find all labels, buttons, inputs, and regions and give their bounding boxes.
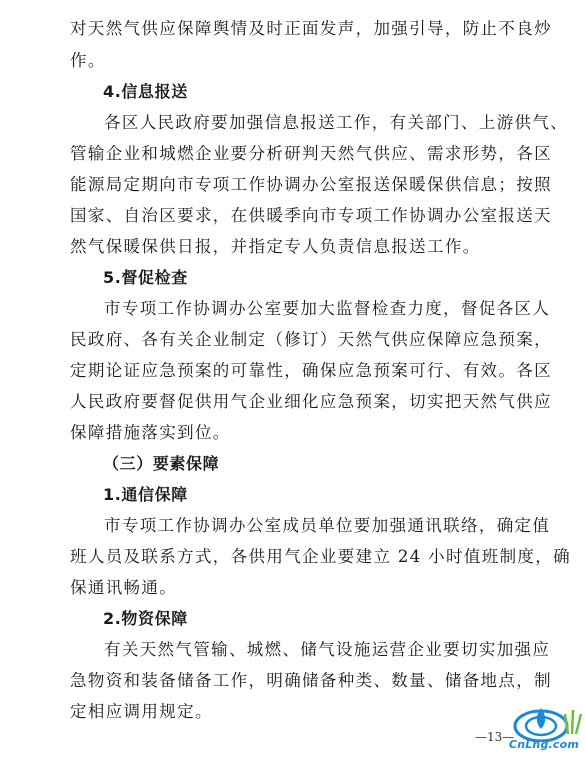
section-heading: 5.督促检查 <box>103 268 188 287</box>
section-heading: 1.通信保障 <box>103 485 188 504</box>
text-line: 作。 <box>70 51 106 70</box>
text-line: 保障措施落实到位。 <box>70 423 231 442</box>
text-line: 保通讯畅通。 <box>70 578 178 597</box>
text-line: 急物资和装备储备工作，明确储备种类、数量、储备地点，制 <box>70 671 552 690</box>
text-line: 能源局定期向市专项工作协调办公室报送保暖保供信息；按照 <box>70 175 552 194</box>
logo-text: CnLng.com <box>508 738 580 751</box>
text-line: 民政府、各有关企业制定（修订）天然气供应保障应急预案， <box>70 330 552 349</box>
text-line: 国家、自治区要求，在供暖季向市专项工作协调办公室报送天 <box>70 206 552 225</box>
page-number: —13— <box>475 730 515 744</box>
text-line: 定期论证应急预案的可靠性，确保应急预案可行、有效。各区 <box>70 361 552 380</box>
logo-graphic-icon <box>505 700 583 742</box>
text-line: 然气保暖保供日报，并指定专人负责信息报送工作。 <box>70 237 481 256</box>
text-line: 有关天然气管输、城燃、储气设施运营企业要切实加强应 <box>104 640 551 659</box>
text-line: 管输企业和城燃企业要分析研判天然气供应、需求形势，各区 <box>70 144 552 163</box>
text-line: 市专项工作协调办公室成员单位要加强通讯联络，确定值 <box>104 516 551 535</box>
text-line: 人民政府要督促供用气企业细化应急预案，切实把天然气供应 <box>70 392 552 411</box>
section-heading: 2.物资保障 <box>103 609 188 628</box>
cnlng-logo <box>505 700 583 760</box>
text-line: 定相应调用规定。 <box>70 702 213 721</box>
subsection-heading: （三）要素保障 <box>103 454 220 473</box>
text-line: 班人员及联系方式，各供用气企业要建立 24 小时值班制度，确 <box>70 547 571 566</box>
section-heading: 4.信息报送 <box>103 82 188 101</box>
text-line: 各区人民政府要加强信息报送工作，有关部门、上游供气、 <box>104 113 569 132</box>
text-line: 对天然气供应保障舆情及时正面发声，加强引导，防止不良炒 <box>70 19 552 38</box>
text-line: 市专项工作协调办公室要加大监督检查力度，督促各区人 <box>104 299 551 318</box>
